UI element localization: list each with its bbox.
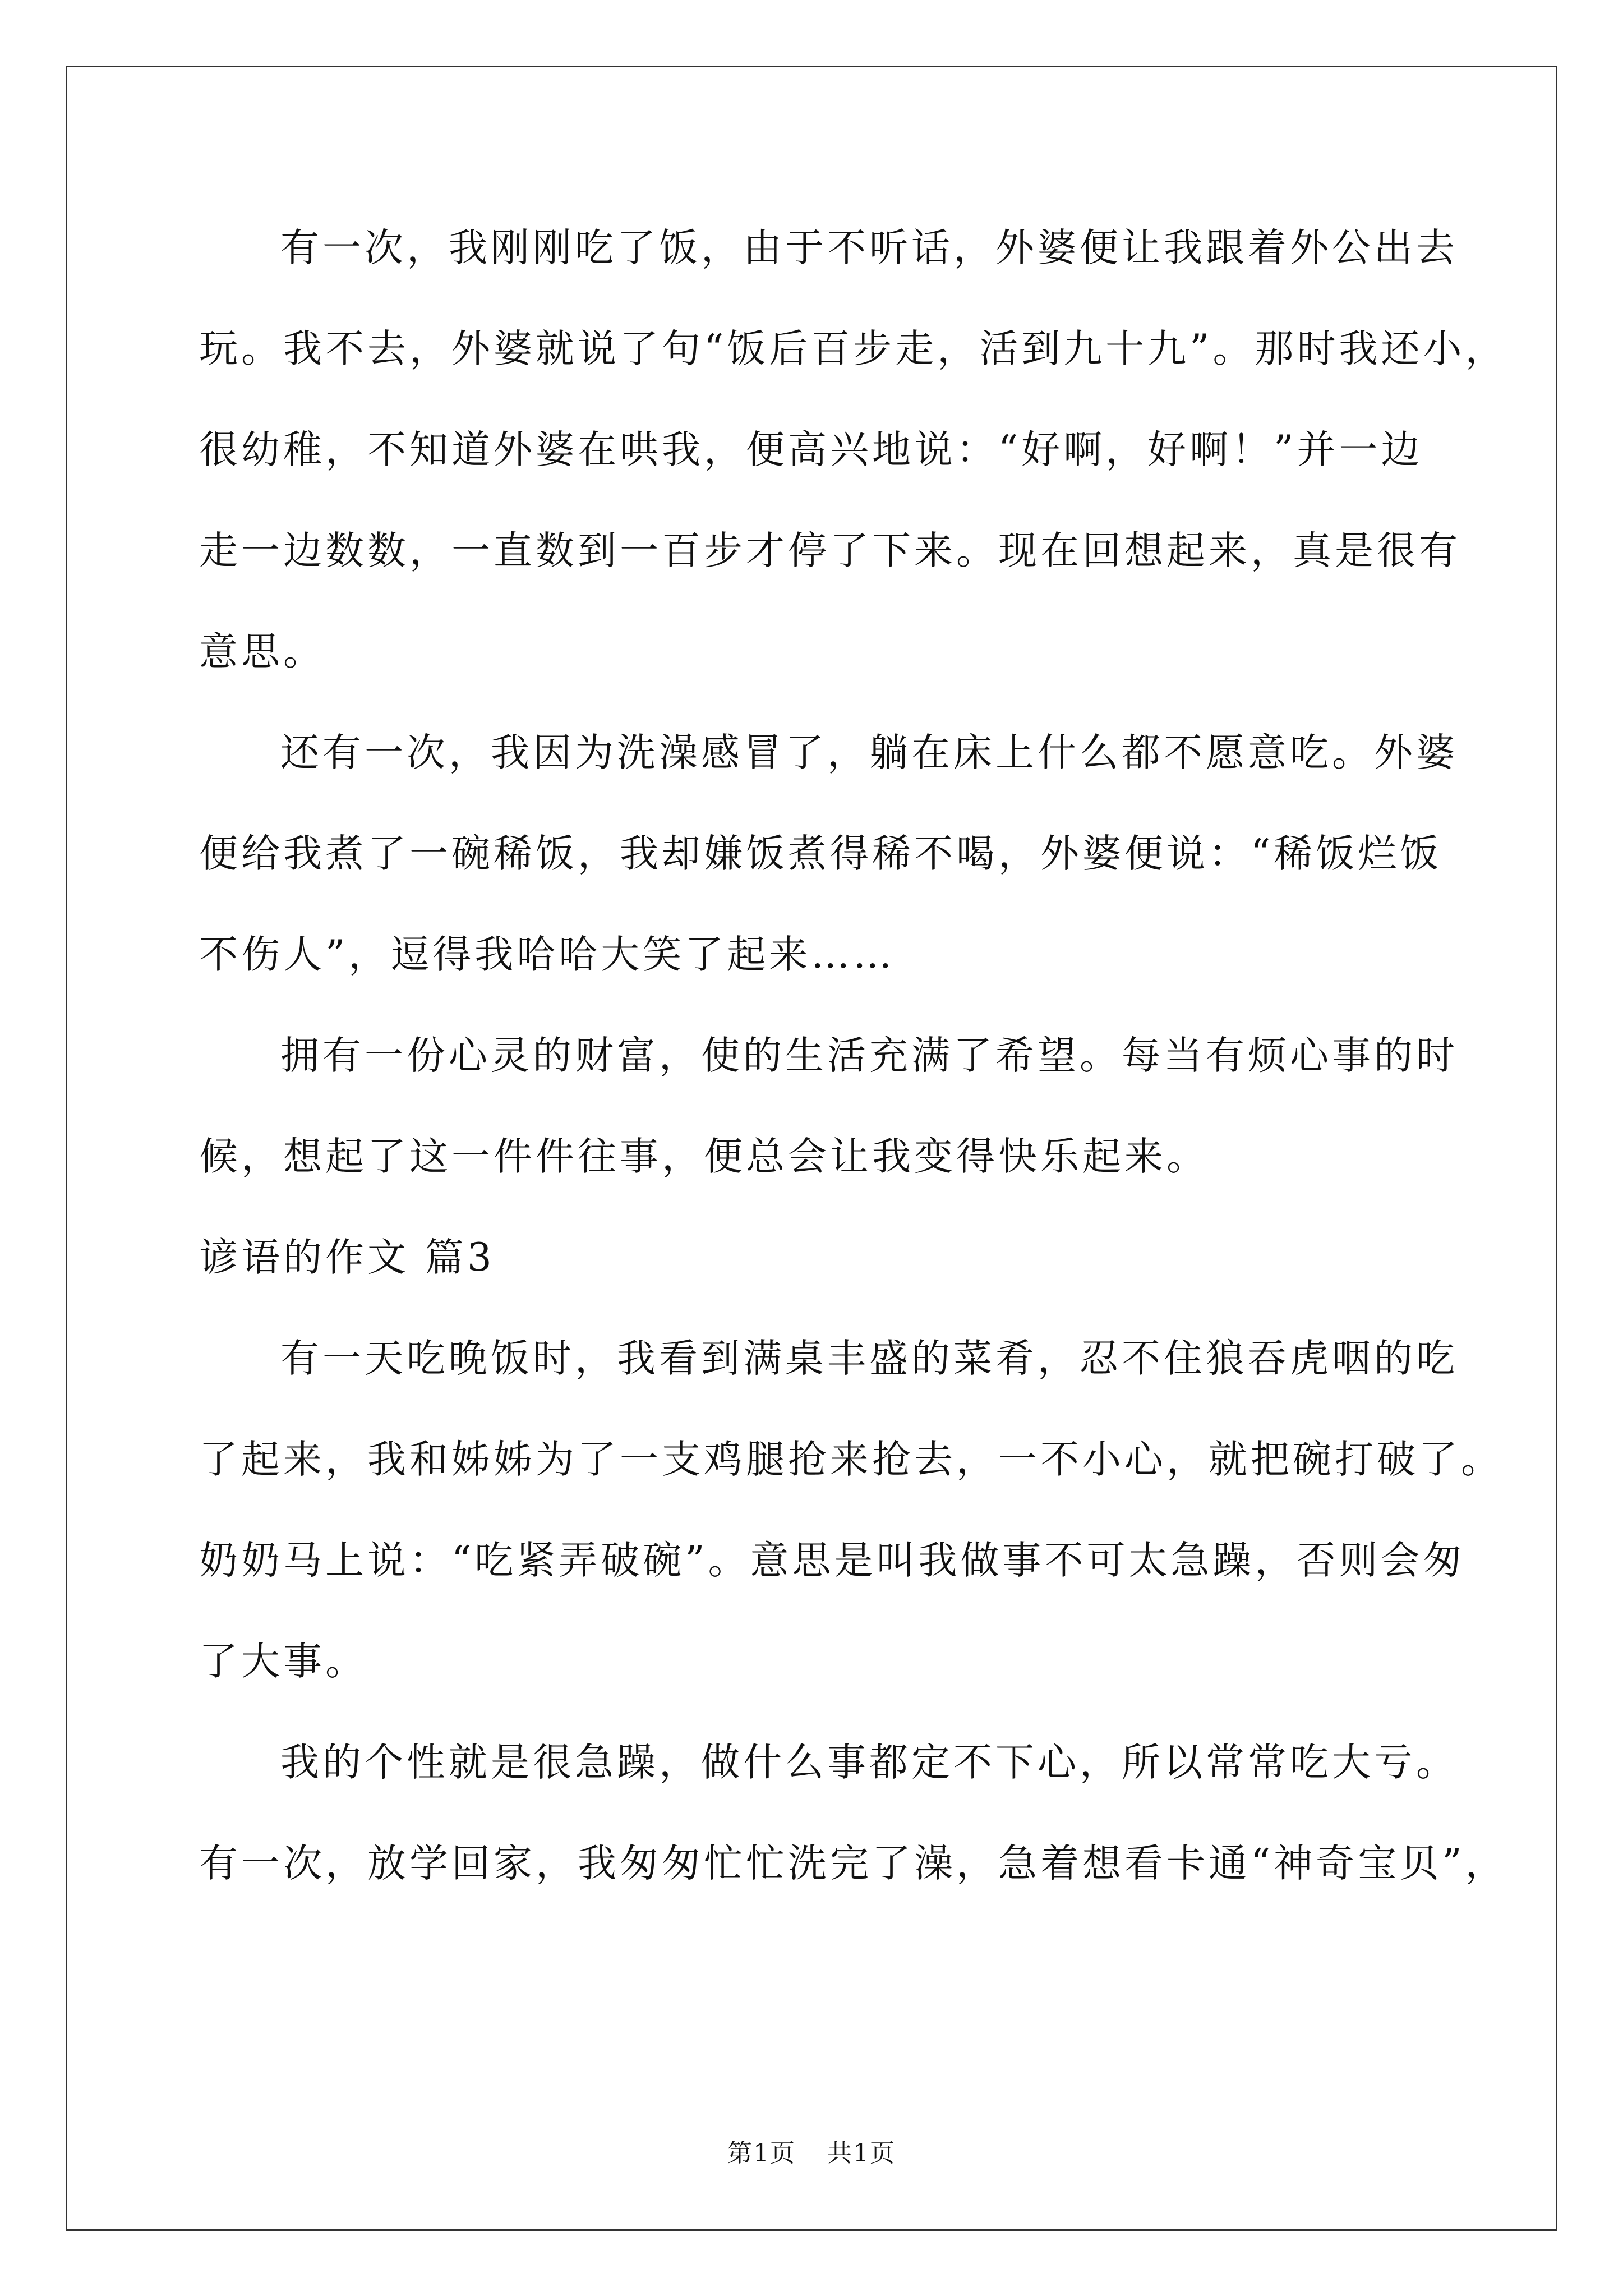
text-line: 有一次，我刚刚吃了饭，由于不听话，外婆便让我跟着外公出去: [280, 226, 1458, 270]
text-line: 便给我煮了一碗稀饭，我却嫌饭煮得稀不喝，外婆便说：“稀饭烂饭: [199, 831, 1442, 876]
text-line: 奶奶马上说：“吃紧弄破碗”。意思是叫我做事不可太急躁，否则会匆: [199, 1538, 1465, 1583]
document-body: [199, 214, 1507, 1931]
text-line: 不伤人”，逗得我哈哈大笑了起来……: [199, 932, 896, 977]
text-line: 玩。我不去，外婆就说了句“饭后百步走，活到九十九”。那时我还小，: [199, 326, 1507, 371]
text-line: 拥有一份心灵的财富，使的生活充满了希望。每当有烦心事的时: [280, 1033, 1458, 1078]
text-line: 很幼稚，不知道外婆在哄我，便高兴地说：“好啊，好啊！”并一边: [199, 427, 1423, 472]
page-footer: [0, 2133, 1623, 2169]
text-line: 有一天吃晚饭时，我看到满桌丰盛的菜肴，忍不住狼吞虎咽的吃: [280, 1336, 1458, 1381]
page-number: 第1页: [727, 2139, 796, 2168]
text-line: 我的个性就是很急躁，做什么事都定不下心，所以常常吃大亏。: [280, 1740, 1458, 1785]
text-line: 有一次，放学回家，我匆匆忙忙洗完了澡，急着想看卡通“神奇宝贝”，: [199, 1841, 1507, 1886]
page-total: 共1页: [827, 2139, 896, 2168]
text-line: 了起来，我和姊姊为了一支鸡腿抢来抢去，一不小心，就把碗打破了。: [199, 1437, 1503, 1482]
text-line: 意思。: [199, 629, 325, 674]
text-line: 了大事。: [199, 1639, 367, 1684]
text-line: 还有一次，我因为洗澡感冒了，躺在床上什么都不愿意吃。外婆: [280, 730, 1458, 775]
section-heading: 谚语的作文 篇3: [199, 1235, 495, 1280]
text-line: 走一边数数，一直数到一百步才停了下来。现在回想起来，真是很有: [199, 528, 1461, 573]
text-line: 候，想起了这一件件往事，便总会让我变得快乐起来。: [199, 1134, 1209, 1179]
